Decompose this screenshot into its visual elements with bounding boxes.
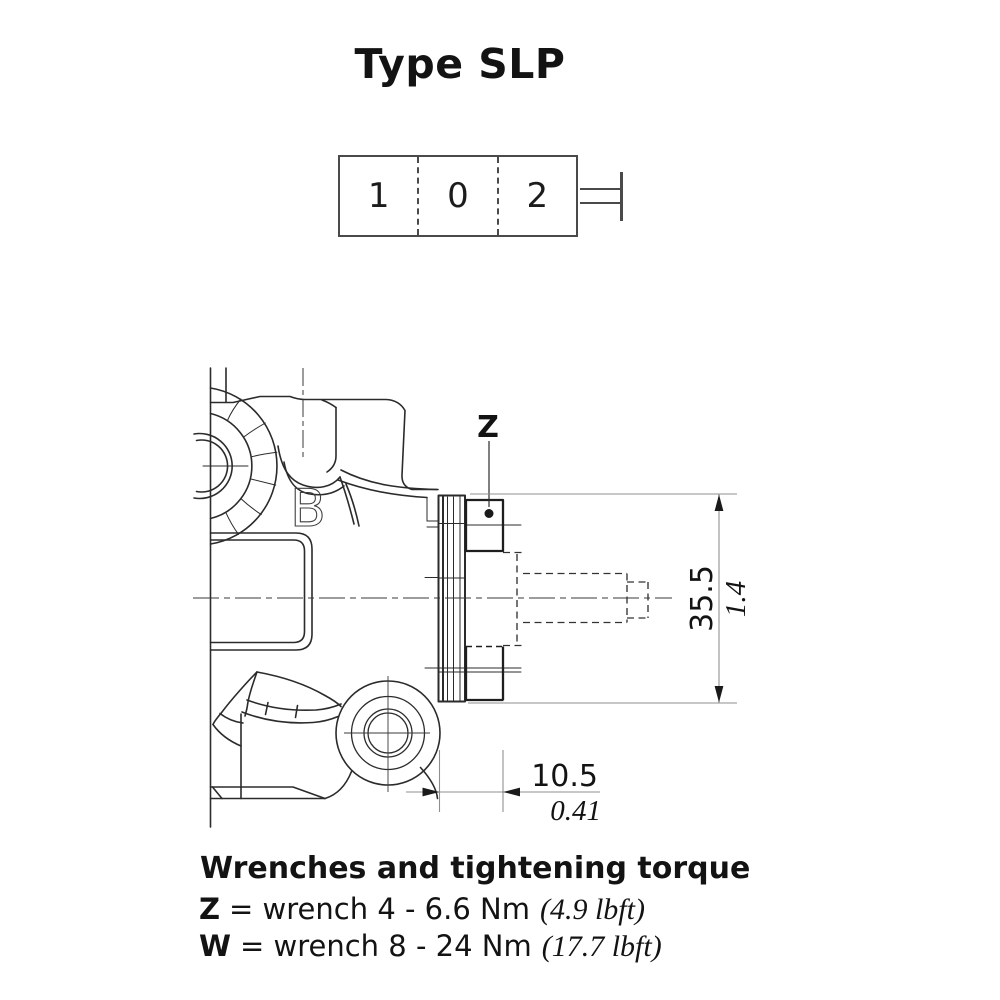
bolt-boss (336, 676, 440, 792)
block-crease-chamfer (322, 400, 336, 408)
horn-curl (213, 725, 241, 747)
code-digit-2: 0 (417, 157, 496, 235)
slot-outer (211, 533, 313, 650)
rib-tick-1 (266, 703, 269, 715)
leader-dot (485, 509, 494, 518)
page-title: Type SLP (354, 40, 566, 88)
code-digit-3: 2 (497, 157, 576, 235)
dim-horizontal-metric: 10.5 (531, 759, 598, 794)
dim-vertical-imperial: 1.4 (720, 580, 752, 618)
horn-outer (213, 672, 257, 725)
torque-line-z (199, 892, 645, 927)
block-crease (327, 408, 336, 473)
dim-horizontal-imperial: 0.41 (550, 795, 601, 827)
torque-imperial-w: (17.7 lbft) (541, 930, 662, 963)
torque-text-z: = wrench 4 - 6.6 Nm (229, 892, 530, 926)
rib-tick-2 (296, 706, 298, 718)
torus-band-tick-6 (226, 513, 239, 535)
torus-band-tick-5 (242, 499, 262, 514)
body-top-edge (211, 397, 439, 490)
dimension-arrows (423, 495, 724, 797)
hex-nuts (465, 500, 504, 700)
bottom-edge-1 (211, 787, 326, 799)
torque-text-w: = wrench 8 - 24 Nm (240, 929, 532, 963)
torus-band-tick-3 (252, 452, 277, 456)
arrow-down (715, 686, 724, 703)
port-label: B (290, 479, 326, 539)
horn-tick (220, 714, 243, 724)
bottom-scurve-left (325, 772, 352, 799)
torque-imperial-z: (4.9 lbft) (539, 893, 645, 926)
centerlines (193, 368, 672, 598)
hidden-shaft (503, 553, 648, 646)
torus-band-tick-2 (244, 423, 265, 437)
rib-lower (242, 712, 338, 723)
lower-silhouette (257, 672, 341, 707)
dim-vertical-metric: 35.5 (685, 565, 720, 632)
torque-symbol-w: W (199, 929, 231, 963)
torque-symbol-z: Z (199, 892, 221, 926)
rib-upper (247, 700, 341, 710)
slot-inner (211, 540, 305, 643)
bottom-edge-tick (213, 787, 223, 799)
wrench-point-leader (485, 441, 494, 518)
torque-line-w (199, 929, 662, 964)
wrench-point-label: Z (477, 410, 499, 445)
valve-body-outline (194, 368, 438, 827)
torque-heading: Wrenches and tightening torque (200, 851, 751, 886)
arrow-left (503, 788, 520, 797)
arrow-up (715, 495, 724, 512)
code-digit-1: 1 (367, 176, 390, 216)
torus-band-tick-4 (251, 479, 275, 485)
